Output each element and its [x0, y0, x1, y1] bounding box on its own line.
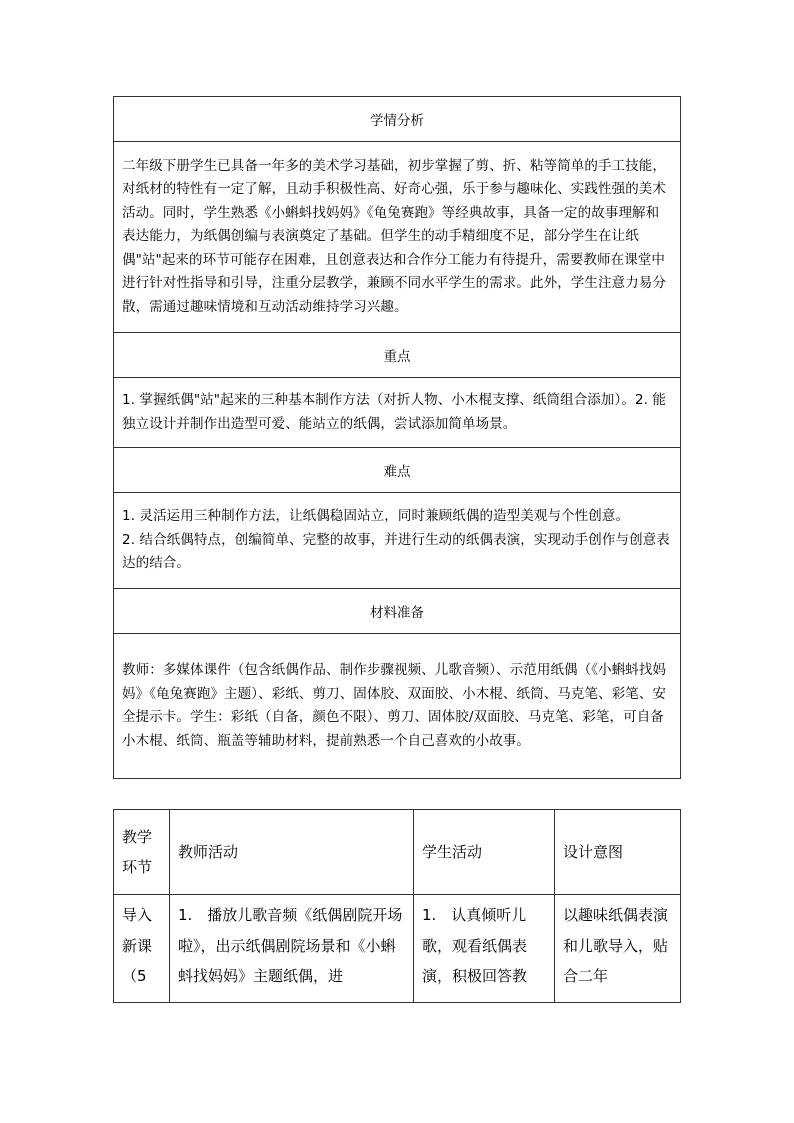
- header-stage: 教学环节: [122, 827, 153, 876]
- analysis-heading: 学情分析: [114, 97, 681, 142]
- lesson-info-table: [113, 96, 681, 779]
- row1-student-activity: 1. 认真倾听儿歌，观看纸偶表演，积极回答教: [422, 906, 528, 985]
- difficult-point-2: 2. 结合纸偶特点，创编简单、完整的故事，并进行生动的纸偶表演，实现动手创作与创意表达的结合。: [122, 531, 670, 572]
- materials-text: 教师：多媒体课件（包含纸偶作品、制作步骤视频、儿歌音频）、示范用纸偶（《小蝌蚪找妈妈》《龟兔赛跑》主题）、彩纸、剪刀、固体胶、双面胶、小木棍、纸筒、马克笔、彩笔、安全提示卡。学生：彩纸（自备，颜色不限）、剪刀、固体胶/双面胶、马克笔、彩笔，可自备小木棍、纸筒、瓶盖等辅助材料，提前熟悉一个自己喜欢的小故事。: [114, 634, 681, 779]
- row1-design-intent: 以趣味纸偶表演和儿歌导入，贴合二年: [563, 906, 669, 985]
- key-points-text: 1. 掌握纸偶"站"起来的三种基本制作方法（对折人物、小木棍支撑、纸筒组合添加）。2. 能独立设计并制作出造型可爱、能站立的纸偶，尝试添加简单场景。: [114, 378, 681, 448]
- analysis-text: 二年级下册学生已具备一年多的美术学习基础，初步掌握了剪、折、粘等简单的手工技能，对纸材的特性有一定了解，且动手积极性高、好奇心强，乐于参与趣味化、实践性强的美术活动。同时，学生熟悉《小蝌蚪找妈妈》《龟兔赛跑》等经典故事，具备一定的故事理解和表达能力，为纸偶创编与表演奠定了基础。但学生的动手精细度不足，部分学生在让纸偶"站"起来的环节可能存在困难，且创意表达和合作分工能力有待提升，需要教师在课堂中进行针对性指导和引导，注重分层教学，兼顾不同水平学生的需求。此外，学生注意力易分散，需通过趣味情境和互动活动维持学习兴趣。: [114, 142, 681, 333]
- teaching-process-table: [113, 809, 681, 1003]
- header-design-intent: 设计意图: [563, 842, 624, 861]
- key-points-heading: 重点: [114, 333, 681, 378]
- difficult-point-1: 1. 灵活运用三种制作方法，让纸偶稳固站立，同时兼顾纸偶的造型美观与个性创意。: [122, 508, 630, 525]
- header-student-activity: 学生活动: [422, 842, 483, 861]
- row1-teacher-activity: 1. 播放儿歌音频《纸偶剧院开场啦》，出示纸偶剧院场景和《小蝌蚪找妈妈》主题纸偶，进: [178, 906, 403, 985]
- difficult-points-heading: 难点: [114, 448, 681, 493]
- difficult-points-text: [114, 493, 681, 589]
- materials-heading: 材料准备: [114, 589, 681, 634]
- row1-stage: 导入新课（5: [122, 906, 153, 985]
- header-teacher-activity: 教师活动: [178, 842, 239, 861]
